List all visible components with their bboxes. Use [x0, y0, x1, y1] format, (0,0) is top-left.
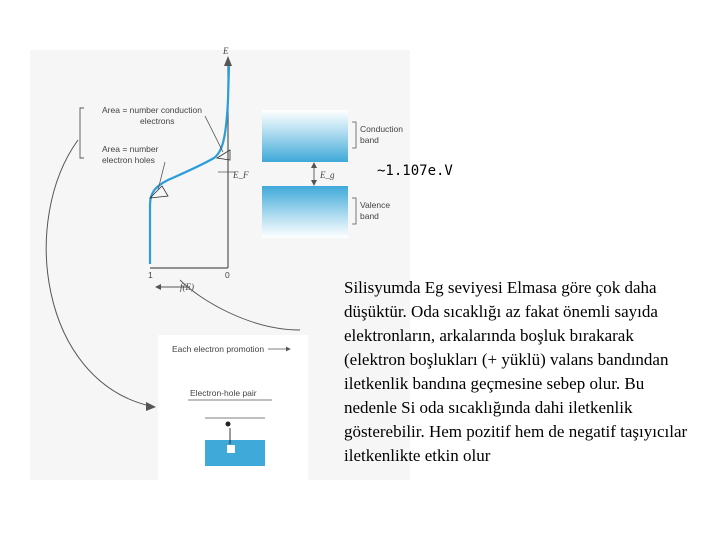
caption-text: Silisyumda Eg seviyesi Elmasa göre çok daha düşüktür. Oda sıcaklığı az fakat önemli sayıda elektronların, arkalarında boşluk bırakarak (elektron boşlukları (+ yüklü) valans bandından iletkenlik bandına geçmesine sebep olur. Bu nedenle Si oda sıcaklığında dahi iletkenlik gösterebilir. Hem pozitif hem de negatif taşıyıcılar iletkenlikte etkin olur	[344, 278, 688, 465]
energy-axis-label: E	[223, 46, 229, 56]
inset-electron	[226, 422, 231, 427]
f-axis-label: f(E)	[180, 282, 194, 292]
electron-holes-label-2: electron holes	[102, 155, 155, 165]
valence-band-label: Valence	[360, 200, 391, 210]
conduction-band-label: Conduction	[360, 124, 404, 134]
pair-label: Electron-hole pair	[190, 388, 257, 398]
electron-holes-label: Area = number	[102, 144, 159, 154]
valence-band-label-2: band	[360, 211, 379, 221]
each-promotion-label: Each electron promotion	[172, 344, 265, 354]
tick-label-one: 1	[148, 270, 153, 280]
conduction-electrons-label-2: electrons	[140, 116, 175, 126]
conduction-band-label-2: band	[360, 135, 379, 145]
valence-band	[262, 186, 348, 238]
conduction-band	[262, 110, 348, 162]
inset-hole	[227, 445, 235, 453]
band-gap-value: ~1.107e.V	[377, 163, 453, 179]
tick-label-zero: 0	[225, 270, 230, 280]
fermi-level-label: E_F	[233, 170, 249, 180]
conduction-electrons-label: Area = number conduction	[102, 105, 202, 115]
gap-symbol: E_g	[320, 170, 335, 180]
